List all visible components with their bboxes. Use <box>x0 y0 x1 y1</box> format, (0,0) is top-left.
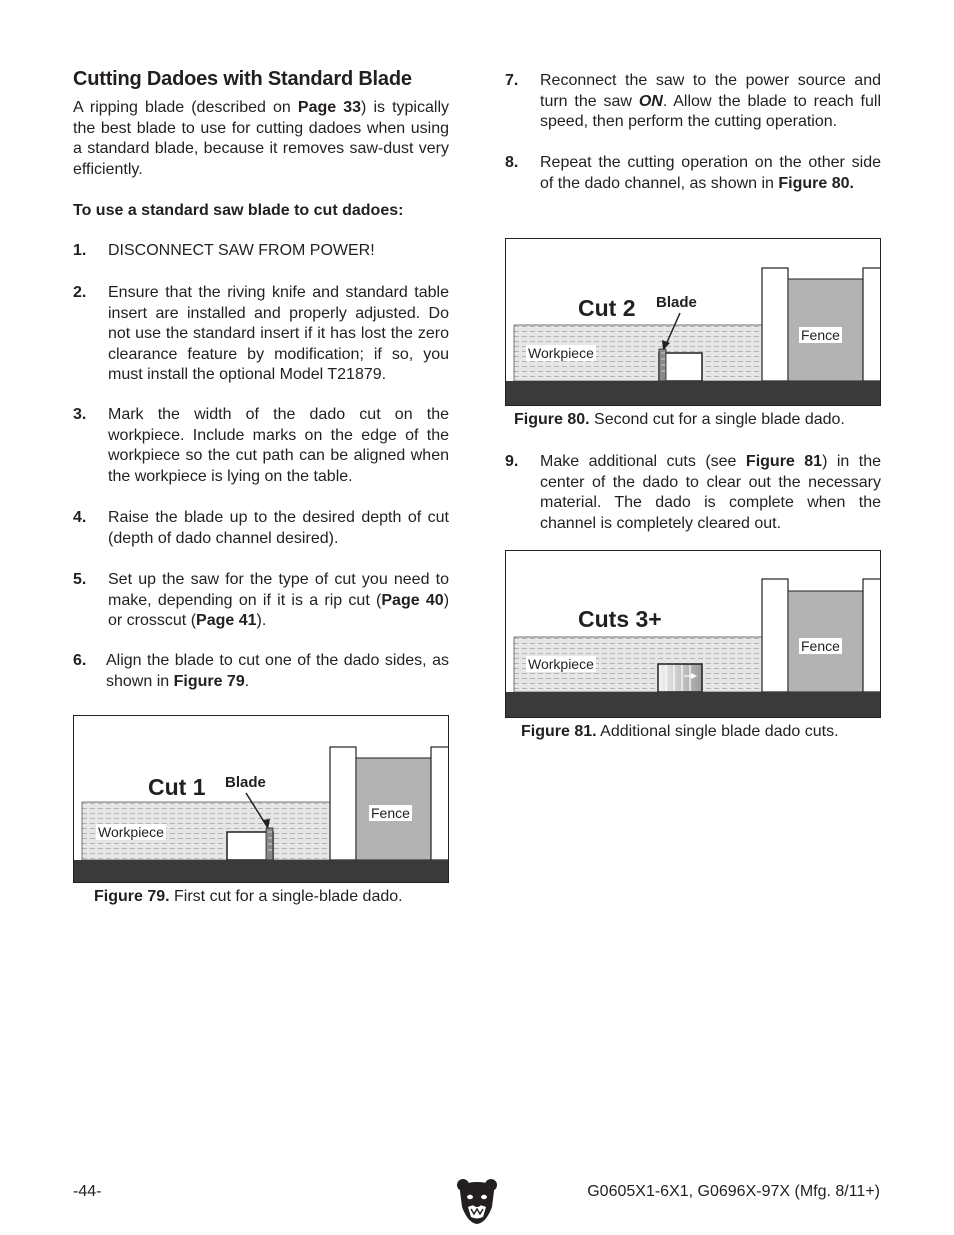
step-text-part: Make additional cuts (see <box>540 453 746 470</box>
fence-end <box>863 268 881 381</box>
caption-text: First cut for a single-blade dado. <box>169 888 403 905</box>
fence-label: Fence <box>801 327 840 343</box>
fence-label: Fence <box>371 805 410 821</box>
step-3 <box>73 405 449 487</box>
cut-2-diagram <box>506 239 881 406</box>
blade-label: Blade <box>656 294 697 311</box>
dado-channel <box>658 664 702 692</box>
figure-79-caption <box>94 888 403 906</box>
step-text-part: Reconnect the saw to the power source and turn the saw <box>540 72 881 110</box>
step-text-part: ). <box>256 612 267 629</box>
step-number: 9. <box>505 453 519 470</box>
step-text-part: . <box>244 672 250 690</box>
step-number: 3. <box>73 406 87 423</box>
step-number: 6. <box>73 652 87 669</box>
figure-81 <box>505 550 881 718</box>
fence-face <box>762 579 788 692</box>
step-text <box>108 570 449 632</box>
intro-text-2: ) is typically the best blade to use for cutting dadoes when using a standard blade, because it removes saw-dust very efficiently. <box>73 99 449 178</box>
step-text-part: Set up the saw for the type of cut you need to make, depending on if it is a rip cut ( <box>108 571 449 609</box>
step-text <box>540 452 881 534</box>
step-1 <box>73 241 449 262</box>
step-number: 8. <box>505 154 519 171</box>
section-title: Cutting Dadoes with Standard Blade <box>73 68 412 90</box>
cut-2-title: Cut 2 <box>578 295 636 321</box>
step-text-part: ) in the center of the dado to clear out the necessary material. The dado is complete when the channel is completely cleared out. <box>540 453 882 532</box>
step-5 <box>73 570 449 632</box>
step-4 <box>73 508 449 549</box>
step-number: 2. <box>73 284 87 301</box>
page-40-ref: Page 40 <box>381 591 444 609</box>
step-6 <box>73 651 449 692</box>
step-text: Mark the width of the dado cut on the workpiece. Include marks on the edge of the workpiece so the cut path can be aligned when the workpiece is lying on the table. <box>108 406 449 485</box>
step-text <box>106 651 449 692</box>
step-text-part: . Allow the blade to reach full speed, then perform the cutting operation. <box>540 92 881 130</box>
intro-text-1: A ripping blade (described on <box>73 99 298 116</box>
workpiece-label: Workpiece <box>528 345 594 361</box>
figure-81-caption <box>521 723 839 741</box>
figure-81-ref: Figure 81 <box>745 453 823 470</box>
fence-face <box>330 747 356 860</box>
step-number: 4. <box>73 509 87 526</box>
page-41-ref: Page 41 <box>196 612 257 629</box>
figure-79 <box>73 715 449 883</box>
figure-80-ref: Figure 80. <box>778 174 854 192</box>
fence-face <box>762 268 788 381</box>
step-2 <box>73 283 449 386</box>
step-7 <box>505 71 881 133</box>
intro-page-ref: Page 33 <box>297 99 362 116</box>
step-text: Ensure that the riving knife and standard table insert are installed and properly adjusted. Do not use the standard insert if it has lost the zero clearance feature by modification; if so, you must install the optional Model T21879. <box>108 284 449 383</box>
workpiece-label: Workpiece <box>528 656 594 672</box>
step-text: DISCONNECT SAW FROM POWER! <box>108 242 375 259</box>
figure-label: Figure 80. <box>514 411 590 428</box>
fence-label: Fence <box>801 638 840 654</box>
cut-1-title: Cut 1 <box>148 774 206 800</box>
table-surface <box>74 860 449 883</box>
table-surface <box>506 692 881 718</box>
page-number: -44- <box>73 1183 102 1200</box>
step-text-part: Align the blade to cut one of the dado sides, as shown in <box>106 652 449 690</box>
figure-79-ref: Figure 79 <box>173 672 245 690</box>
procedure-subheading: To use a standard saw blade to cut dadoes: <box>73 202 404 219</box>
fence-end <box>863 579 881 692</box>
cuts-3-title: Cuts 3+ <box>578 606 662 632</box>
model-number: G0605X1-6X1, G0696X-97X (Mfg. 8/11+) <box>587 1183 880 1200</box>
figure-label: Figure 81. <box>521 723 597 740</box>
step-text-part: ) or crosscut ( <box>108 591 450 629</box>
step-8 <box>505 153 881 194</box>
fence-end <box>431 747 449 860</box>
bear-head-icon <box>456 1177 498 1225</box>
workpiece-label: Workpiece <box>98 824 164 840</box>
intro-paragraph <box>73 98 449 180</box>
step-number: 7. <box>505 72 519 89</box>
figure-label: Figure 79. <box>94 888 170 905</box>
blade-label: Blade <box>225 774 266 791</box>
step-number: 5. <box>73 571 87 588</box>
caption-text: Additional single blade dado cuts. <box>596 723 839 740</box>
step-text: Raise the blade up to the desired depth of cut (depth of dado channel desired). <box>108 509 449 547</box>
table-surface <box>506 381 881 406</box>
step-text-part: Repeat the cutting operation on the other side of the dado channel, as shown in <box>540 154 881 192</box>
figure-80-caption <box>514 411 845 429</box>
step-text <box>540 71 881 133</box>
on-emphasis: ON <box>638 92 663 110</box>
step-text <box>540 153 881 194</box>
figure-80 <box>505 238 881 406</box>
cuts-3-diagram <box>506 551 881 718</box>
step-number: 1. <box>73 242 87 259</box>
cut-1-diagram <box>74 716 449 883</box>
step-9 <box>505 452 881 534</box>
caption-text: Second cut for a single blade dado. <box>589 411 845 428</box>
